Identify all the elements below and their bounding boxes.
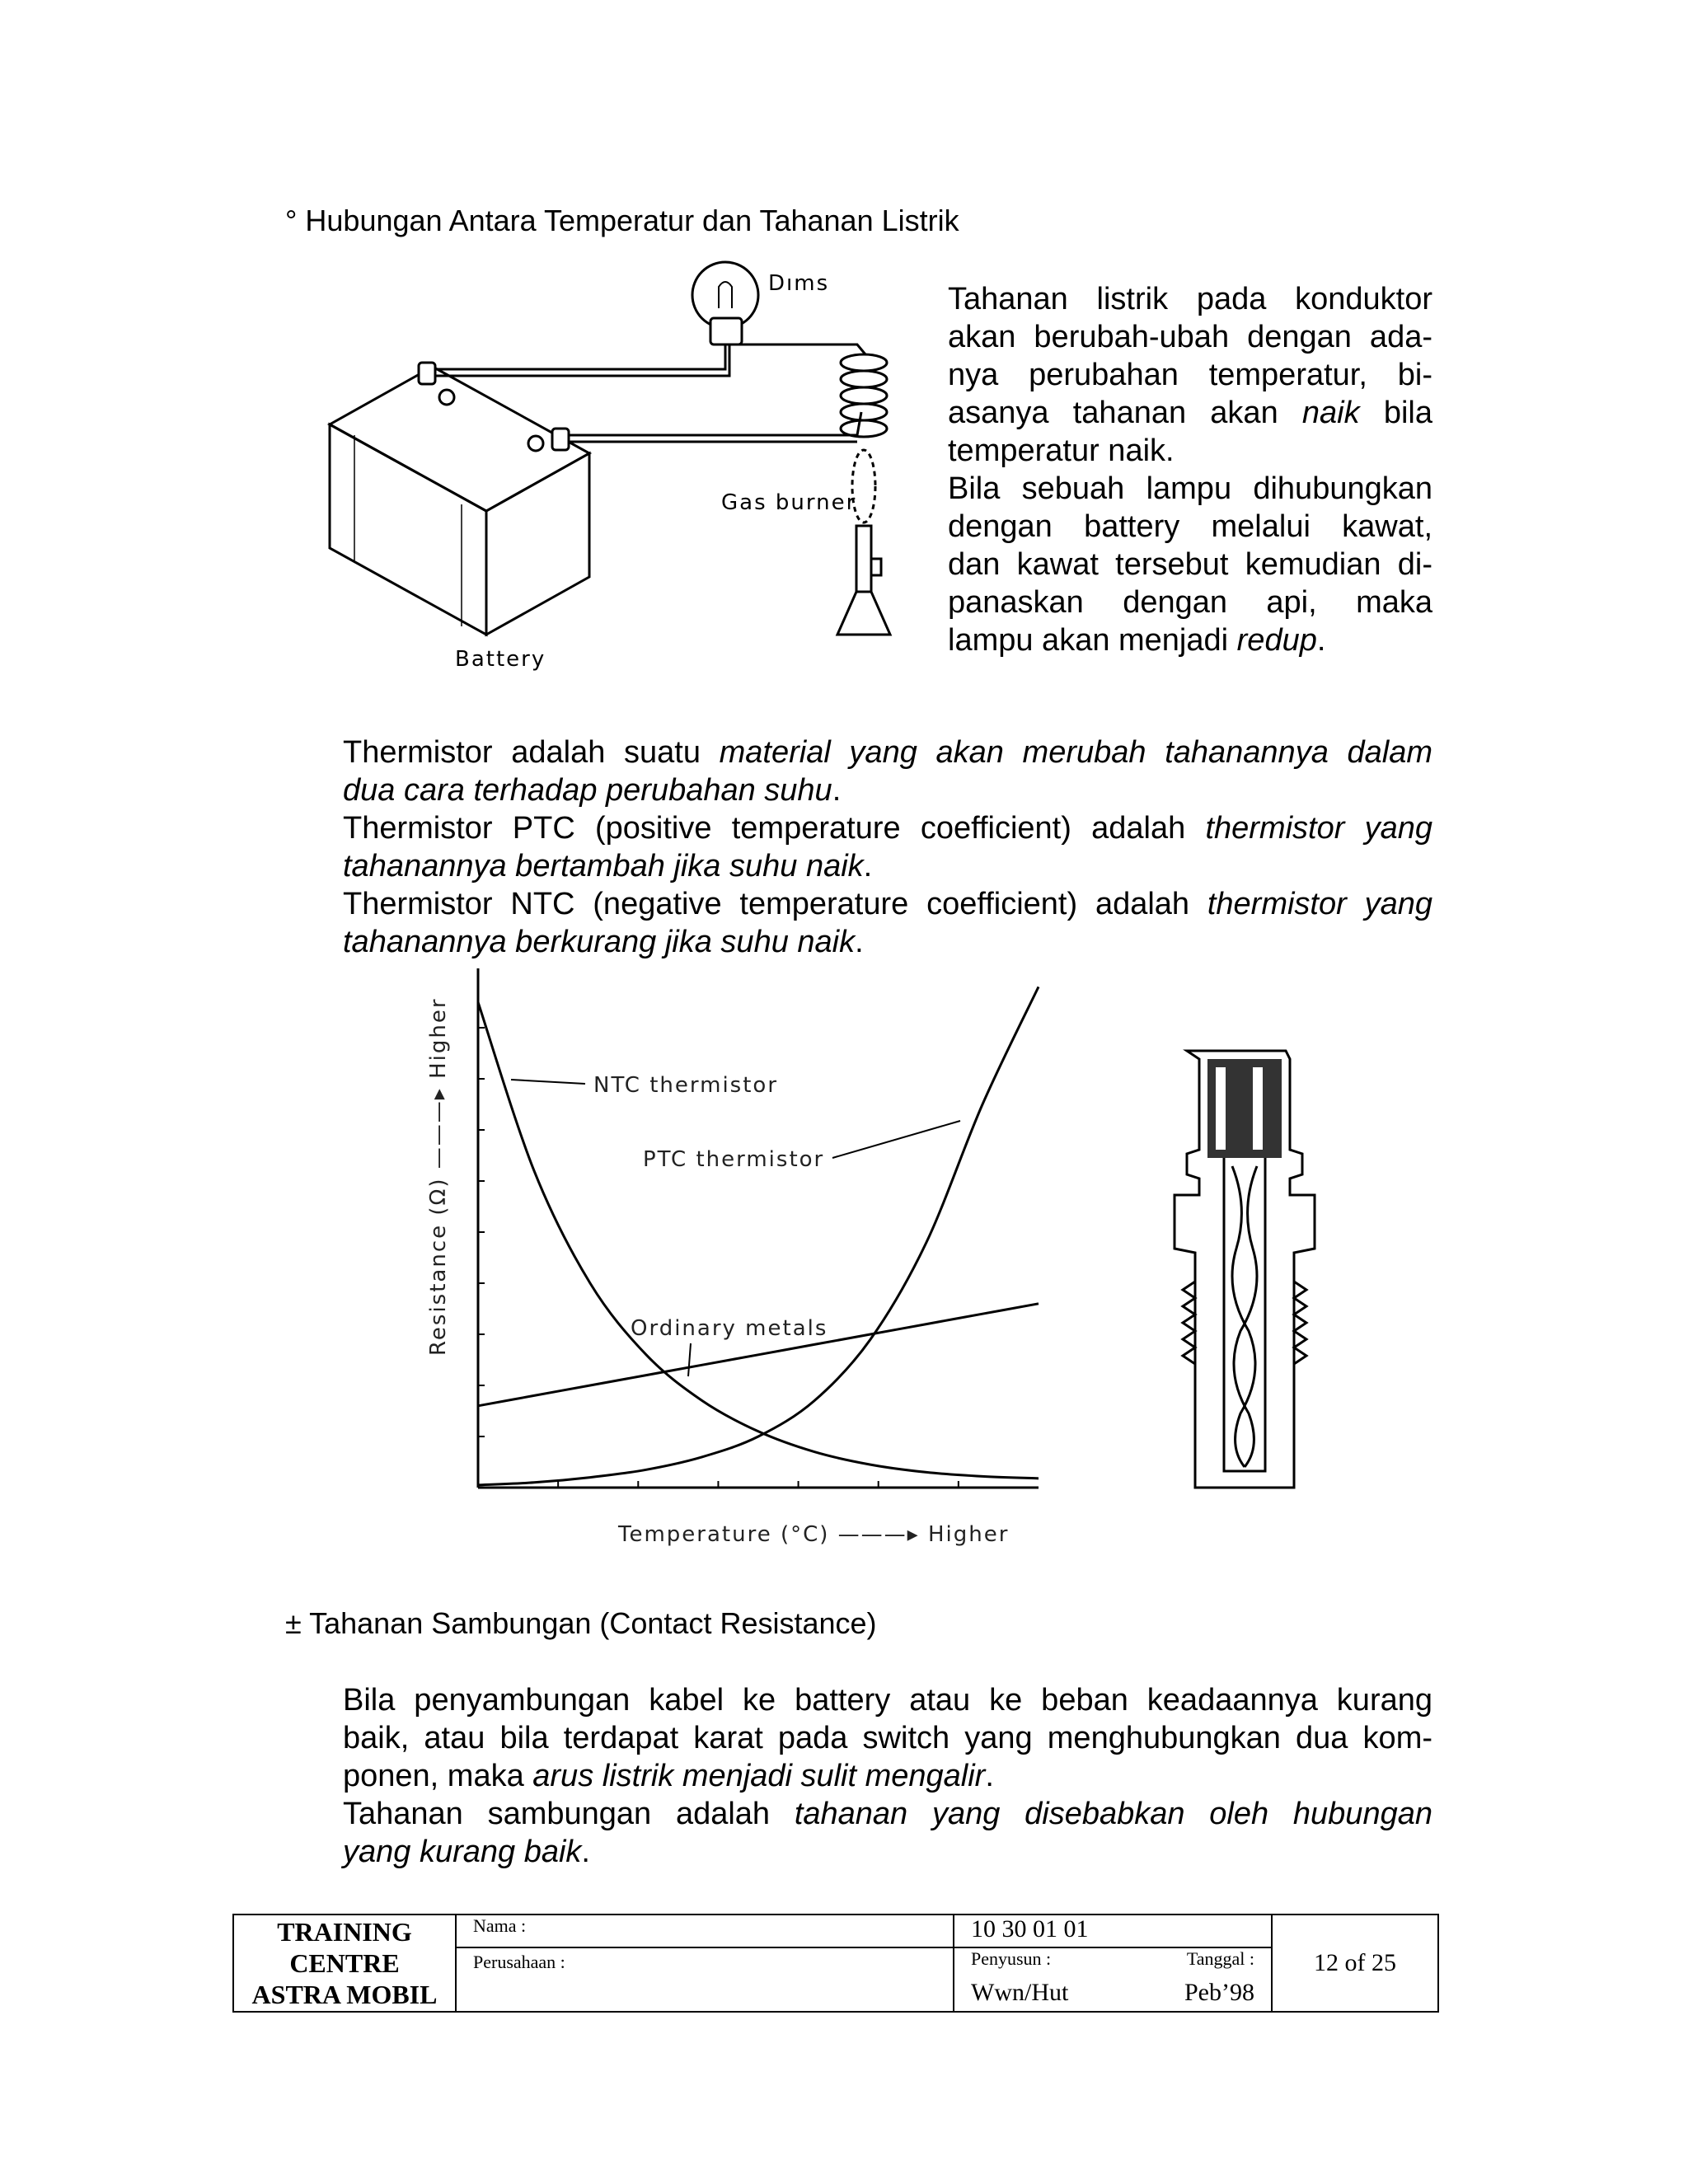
label-dims: Dıms	[768, 271, 830, 296]
ntc-leader	[511, 1080, 585, 1084]
temperature-paragraph: Tahanan listrik pada konduktor akan berubah-ubah dengan ada- nya perubahan temperatur, bi- asanya tahanan akan naik bila temperatur naik. Bila sebuah lampu dihubungkan dengan battery melalui kawat, dan kawat tersebut kemudian di- panaskan dengan api, maka lampu akan menjadi redup.	[948, 282, 1432, 658]
circuit-diagram	[313, 247, 923, 676]
thermistor-paragraph: Thermistor adalah suatu material yang akan merubah tahanannya dalam dua cara terhadap perubahan suhu. Thermistor PTC (positive temperature coefficient) adalah thermistor yang tahanannya bertambah jika suhu naik. Thermistor NTC (negative temperature coefficient) adalah thermistor yang tahanannya berkurang jika suhu naik.	[343, 735, 1432, 959]
heated-wire-coil	[841, 354, 887, 437]
footer-nama-label: Nama :	[456, 1915, 954, 1947]
metals-leader	[688, 1343, 691, 1376]
section-heading-contact-resistance: ± Tahanan Sambungan (Contact Resistance)	[285, 1606, 877, 1640]
section-heading-temperature: ° Hubungan Antara Temperatur dan Tahanan Listrik	[285, 204, 959, 237]
annotation-ptc: PTC thermistor	[643, 1147, 825, 1172]
ptc-leader	[832, 1121, 960, 1158]
document-footer-table	[232, 1914, 1439, 2013]
resistance-temperature-chart	[412, 960, 1063, 1558]
footer-organization: TRAINING CENTRE ASTRA MOBIL	[233, 1915, 456, 2012]
footer-tanggal-label: Tanggal :	[1134, 1947, 1272, 1979]
gas-burner-drawing	[837, 450, 890, 635]
label-battery: Battery	[455, 647, 546, 672]
label-gas-burner: Gas burner	[721, 490, 857, 515]
lamp-drawing	[692, 262, 758, 344]
annotation-ntc: NTC thermistor	[593, 1073, 779, 1098]
footer-penyusun-value: Wwn/Hut	[954, 1979, 1134, 2012]
footer-tanggal-value: Peb’98	[1134, 1979, 1272, 2012]
footer-page-number: 12 of 25	[1272, 1915, 1438, 2012]
footer-code: 10 30 01 01	[954, 1915, 1272, 1947]
ptc-thermistor-curve	[478, 987, 1039, 1485]
footer-perusahaan-label: Perusahaan :	[456, 1947, 954, 2012]
battery-drawing	[330, 367, 589, 635]
y-axis-label: Resistance (Ω) ———▸ Higher	[426, 997, 451, 1356]
contact-resistance-paragraph: Bila penyambungan kabel ke battery atau ke beban keadaannya kurang baik, atau bila terdapat karat pada switch yang menghubungkan dua kom- ponen, maka arus listrik menjadi sulit mengalir. Tahanan sambungan adalah tahanan yang disebabkan oleh hubungan yang kurang baik.	[343, 1683, 1432, 1869]
annotation-ordinary-metals: Ordinary metals	[631, 1316, 828, 1341]
x-axis-label: Temperature (°C) ———▸ Higher	[618, 1522, 1010, 1547]
footer-penyusun-label: Penyusun :	[954, 1947, 1134, 1979]
thermistor-sensor-drawing	[1146, 1043, 1327, 1504]
